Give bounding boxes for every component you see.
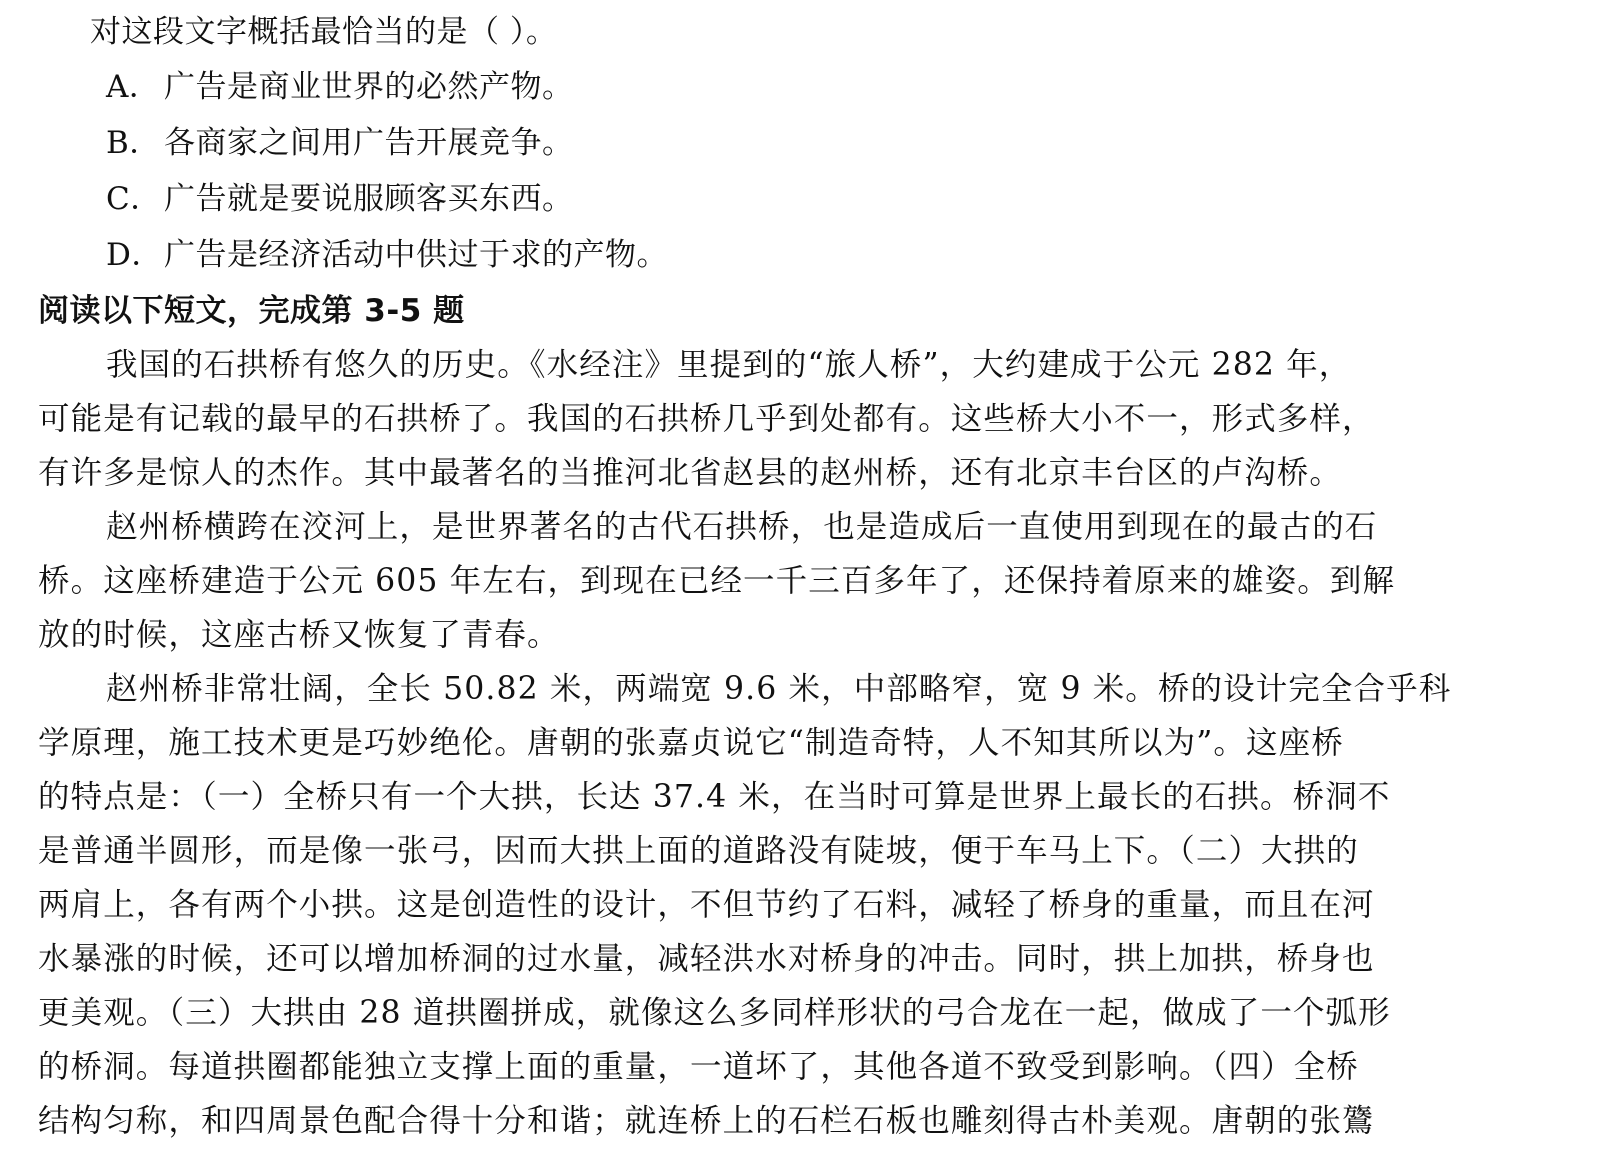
- option-b: [106, 123, 574, 163]
- passage-line: 赵州桥横跨在洨河上，是世界著名的古代石拱桥，也是造成后一直使用到现在的最古的石: [106, 509, 1378, 545]
- passage-line: 结构匀称，和四周景色配合得十分和谐；就连桥上的石栏石板也雕刻得古朴美观。唐朝的张鷟: [38, 1103, 1375, 1139]
- passage-line: 放的时候，这座古桥又恢复了青春。: [38, 617, 560, 653]
- passage-line: 我国的石拱桥有悠久的历史。《水经注》里提到的“旅人桥”，大约建成于公元 282 年，: [106, 347, 1352, 383]
- passage-line: 是普通半圆形，而是像一张弓，因而大拱上面的道路没有陡坡，便于车马上下。（二）大拱的: [38, 833, 1359, 869]
- option-text: 广告是经济活动中供过于求的产物。: [164, 237, 668, 273]
- option-c: [106, 179, 574, 219]
- option-text: 广告是商业世界的必然产物。: [164, 69, 574, 105]
- option-text: 广告就是要说服顾客买东西。: [164, 181, 574, 217]
- option-a: [106, 67, 574, 107]
- passage-line: 可能是有记载的最早的石拱桥了。我国的石拱桥几乎到处都有。这些桥大小不一，形式多样，: [38, 401, 1375, 437]
- option-key: A．: [106, 69, 161, 105]
- passage-line: 学原理，施工技术更是巧妙绝伦。唐朝的张嘉贞说它“制造奇特，人不知其所以为”。这座桥: [38, 725, 1344, 761]
- option-key: B．: [106, 125, 161, 161]
- option-text: 各商家之间用广告开展竞争。: [164, 125, 574, 161]
- passage-line: 赵州桥非常壮阔，全长 50.82 米，两端宽 9.6 米，中部略窄，宽 9 米。桥的设计完全合乎科: [106, 671, 1452, 707]
- passage-line: 更美观。（三）大拱由 28 道拱圈拼成，就像这么多同样形状的弓合龙在一起，做成了一个弧形: [38, 995, 1391, 1031]
- passage-line: 桥。这座桥建造于公元 605 年左右，到现在已经一千三百多年了，还保持着原来的雄姿。到解: [38, 563, 1396, 599]
- option-d: [106, 235, 668, 275]
- question-stem: 对这段文字概括最恰当的是（ ）。: [90, 14, 558, 50]
- section-heading: 阅读以下短文，完成第 3-5 题: [38, 293, 465, 329]
- passage-line: 有许多是惊人的杰作。其中最著名的当推河北省赵县的赵州桥，还有北京丰台区的卢沟桥。: [38, 455, 1343, 491]
- passage-line: 两肩上，各有两个小拱。这是创造性的设计，不但节约了石料，减轻了桥身的重量，而且在河: [38, 887, 1375, 923]
- passage-line: 水暴涨的时候，还可以增加桥洞的过水量，减轻洪水对桥身的冲击。同时，拱上加拱，桥身也: [38, 941, 1375, 977]
- option-key: C．: [106, 181, 162, 217]
- passage-line: 的桥洞。每道拱圈都能独立支撑上面的重量，一道坏了，其他各道不致受到影响。（四）全桥: [38, 1049, 1359, 1085]
- passage-line: 的特点是：（一）全桥只有一个大拱，长达 37.4 米，在当时可算是世界上最长的石拱。桥洞不: [38, 779, 1391, 815]
- option-key: D．: [106, 237, 163, 273]
